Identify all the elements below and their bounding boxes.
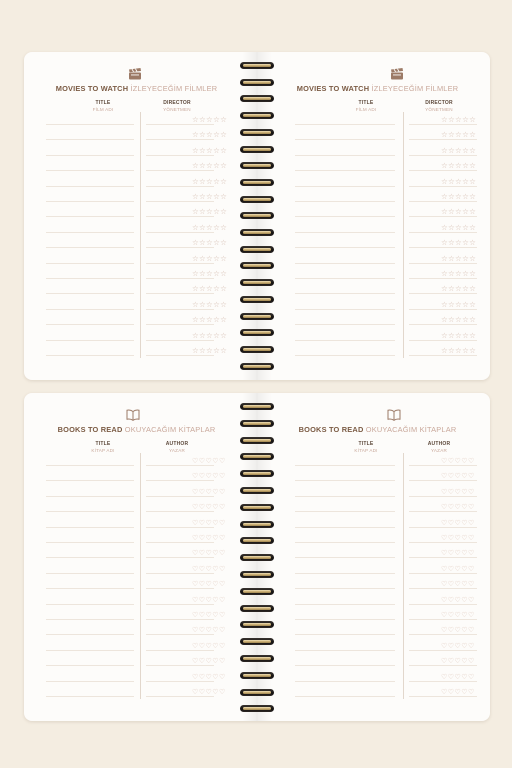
second-column-entry-line[interactable] (146, 293, 214, 294)
second-column-entry-line[interactable] (146, 573, 214, 574)
title-entry-line[interactable] (295, 216, 395, 217)
second-column-entry-line[interactable] (146, 619, 214, 620)
title-entry-line[interactable] (46, 650, 134, 651)
second-column-entry-line[interactable] (146, 247, 214, 248)
second-column-entry-line[interactable] (146, 155, 214, 156)
column-header-director (144, 100, 210, 112)
star-rating-icons[interactable]: ☆☆☆☆☆ (192, 115, 228, 124)
title-entry-line[interactable] (46, 465, 134, 466)
heart-rating-icons[interactable]: ♡♡♡♡♡ (441, 548, 475, 558)
title-entry-line[interactable] (46, 681, 134, 682)
title-entry-line[interactable] (46, 324, 134, 325)
spiral-coil-ring (240, 262, 274, 269)
title-entry-line[interactable] (295, 573, 395, 574)
heart-rating-icons[interactable]: ♡♡♡♡♡ (192, 533, 226, 542)
second-column-entry-line[interactable] (146, 604, 214, 605)
spiral-coil-ring (240, 504, 274, 511)
column-header-director (406, 100, 472, 112)
second-column-entry-line[interactable] (409, 170, 477, 171)
title-entry-line[interactable] (295, 511, 395, 512)
column-divider (403, 453, 404, 699)
second-column-entry-line[interactable] (146, 232, 214, 233)
title-entry-line[interactable] (46, 170, 134, 171)
heart-rating-icons[interactable]: ♡♡♡♡♡ (441, 502, 475, 512)
title-entry-line[interactable] (46, 139, 134, 140)
spiral-coil-ring (240, 246, 274, 253)
column-label: DIRECTOR (425, 100, 453, 106)
second-column-entry-line[interactable] (146, 340, 214, 341)
heart-rating-icons[interactable]: ♡♡♡♡♡ (192, 471, 226, 481)
star-rating-icons[interactable]: ☆☆☆☆☆ (441, 145, 477, 155)
second-column-entry-line[interactable] (409, 293, 477, 294)
title-entry-line[interactable] (295, 201, 395, 202)
second-column-entry-line[interactable] (409, 619, 477, 620)
heart-rating-icons[interactable]: ♡♡♡♡♡ (192, 486, 226, 496)
title-entry-line[interactable] (46, 619, 134, 620)
title-entry-line[interactable] (295, 139, 395, 140)
star-rating-icons[interactable]: ☆☆☆☆☆ (192, 299, 228, 309)
page-title (265, 425, 490, 434)
second-column-entry-line[interactable] (409, 278, 477, 279)
heart-rating-icons[interactable]: ♡♡♡♡♡ (192, 456, 226, 465)
column-header-author (406, 441, 472, 453)
page-title-turkish: OKUYACAĞIM KİTAPLAR (365, 425, 457, 434)
star-rating-icons[interactable]: ☆☆☆☆☆ (192, 315, 228, 325)
title-entry-line[interactable] (46, 263, 134, 264)
title-entry-line[interactable] (46, 186, 134, 187)
second-column-entry-line[interactable] (146, 496, 214, 497)
spiral-coil-ring (240, 689, 274, 696)
second-column-entry-line[interactable] (409, 247, 477, 248)
title-entry-line[interactable] (46, 247, 134, 248)
page-title-turkish: OKUYACAĞIM KİTAPLAR (124, 425, 216, 434)
heart-rating-icons[interactable]: ♡♡♡♡♡ (441, 517, 475, 527)
star-rating-icons[interactable]: ☆☆☆☆☆ (441, 269, 477, 278)
star-rating-icons[interactable]: ☆☆☆☆☆ (192, 161, 228, 171)
heart-rating-icons[interactable]: ♡♡♡♡♡ (441, 486, 475, 496)
page-title-turkish: İZLEYECEĞİM FİLMLER (130, 84, 218, 93)
page-title-english: MOVIES TO WATCH (55, 84, 129, 93)
title-entry-line[interactable] (46, 604, 134, 605)
page-title (24, 425, 249, 434)
title-entry-line[interactable] (295, 496, 395, 497)
title-entry-line[interactable] (46, 665, 134, 666)
page-title-english: BOOKS TO READ (57, 425, 123, 434)
column-label: DIRECTOR (163, 100, 191, 106)
second-column-entry-line[interactable] (146, 309, 214, 310)
second-column-entry-line[interactable] (146, 465, 214, 466)
column-sublabel: YAZAR (169, 448, 185, 453)
heart-rating-icons[interactable]: ♡♡♡♡♡ (192, 594, 226, 604)
second-column-entry-line[interactable] (146, 557, 214, 558)
second-column-entry-line[interactable] (409, 696, 477, 697)
column-sublabel: YÖNETMEN (425, 107, 453, 112)
spiral-coil-ring (240, 672, 274, 679)
second-column-entry-line[interactable] (409, 139, 477, 140)
spiral-coil-ring (240, 621, 274, 628)
title-entry-line[interactable] (46, 527, 134, 528)
second-column-entry-line[interactable] (146, 186, 214, 187)
star-rating-icons[interactable]: ☆☆☆☆☆ (441, 161, 477, 171)
second-column-entry-line[interactable] (409, 340, 477, 341)
column-header-title (70, 441, 136, 453)
title-entry-line[interactable] (46, 293, 134, 294)
title-entry-line[interactable] (295, 263, 395, 264)
spiral-coil-ring (240, 95, 274, 102)
column-label: AUTHOR (427, 441, 451, 447)
star-rating-icons[interactable]: ☆☆☆☆☆ (441, 253, 477, 263)
spiral-coil-ring (240, 588, 274, 595)
spiral-coil-ring (240, 437, 274, 444)
second-column-entry-line[interactable] (409, 263, 477, 264)
heart-rating-icons[interactable]: ♡♡♡♡♡ (441, 640, 475, 650)
spiral-coil-ring (240, 162, 274, 169)
spiral-coil-ring (240, 62, 274, 69)
title-entry-line[interactable] (46, 278, 134, 279)
spiral-coil-ring (240, 487, 274, 494)
spiral-coil-ring (240, 296, 274, 303)
title-entry-line[interactable] (46, 124, 134, 125)
second-column-entry-line[interactable] (409, 650, 477, 651)
title-entry-line[interactable] (295, 278, 395, 279)
spiral-coil-ring (240, 453, 274, 460)
second-column-entry-line[interactable] (409, 324, 477, 325)
second-column-entry-line[interactable] (409, 124, 477, 125)
column-sublabel: KİTAP ADI (91, 448, 115, 453)
spiral-coil-ring (240, 196, 274, 203)
title-entry-line[interactable] (46, 216, 134, 217)
heart-rating-icons[interactable]: ♡♡♡♡♡ (441, 625, 475, 635)
second-column-entry-line[interactable] (409, 155, 477, 156)
title-entry-line[interactable] (295, 588, 395, 589)
column-sublabel: YÖNETMEN (163, 107, 191, 112)
star-rating-icons[interactable]: ☆☆☆☆☆ (441, 330, 477, 340)
second-column-entry-line[interactable] (409, 309, 477, 310)
column-label: AUTHOR (165, 441, 189, 447)
second-column-entry-line[interactable] (146, 665, 214, 666)
heart-rating-icons[interactable]: ♡♡♡♡♡ (441, 456, 475, 465)
title-entry-line[interactable] (295, 247, 395, 248)
title-entry-line[interactable] (295, 604, 395, 605)
spiral-coil-ring (240, 470, 274, 477)
star-rating-icons[interactable]: ☆☆☆☆☆ (441, 315, 477, 325)
column-header-author (144, 441, 210, 453)
star-rating-icons[interactable]: ☆☆☆☆☆ (441, 238, 477, 248)
spiral-coil-ring (240, 605, 274, 612)
title-entry-line[interactable] (295, 542, 395, 543)
heart-rating-icons[interactable]: ♡♡♡♡♡ (441, 471, 475, 481)
title-entry-line[interactable] (46, 201, 134, 202)
second-column-entry-line[interactable] (146, 139, 214, 140)
heart-rating-icons[interactable]: ♡♡♡♡♡ (441, 656, 475, 666)
star-rating-icons[interactable]: ☆☆☆☆☆ (192, 222, 228, 232)
second-column-entry-line[interactable] (146, 170, 214, 171)
heart-rating-icons[interactable]: ♡♡♡♡♡ (441, 610, 475, 619)
title-entry-line[interactable] (295, 634, 395, 635)
star-rating-icons[interactable]: ☆☆☆☆☆ (192, 238, 228, 248)
spiral-coil-ring (240, 571, 274, 578)
heart-rating-icons[interactable]: ♡♡♡♡♡ (192, 548, 226, 558)
open-book-icon (126, 409, 140, 421)
star-rating-icons[interactable]: ☆☆☆☆☆ (441, 176, 477, 186)
second-column-entry-line[interactable] (146, 216, 214, 217)
star-rating-icons[interactable]: ☆☆☆☆☆ (192, 346, 228, 355)
spiral-coil-ring (240, 403, 274, 410)
spiral-coil-ring (240, 537, 274, 544)
title-entry-line[interactable] (46, 542, 134, 543)
heart-rating-icons[interactable]: ♡♡♡♡♡ (192, 579, 226, 589)
star-rating-icons[interactable]: ☆☆☆☆☆ (441, 222, 477, 232)
star-rating-icons[interactable]: ☆☆☆☆☆ (441, 299, 477, 309)
movies-right-page (265, 52, 490, 380)
second-column-entry-line[interactable] (146, 588, 214, 589)
spiral-coil-ring (240, 146, 274, 153)
heart-rating-icons[interactable]: ♡♡♡♡♡ (192, 517, 226, 527)
title-entry-line[interactable] (46, 480, 134, 481)
heart-rating-icons[interactable]: ♡♡♡♡♡ (441, 579, 475, 589)
heart-rating-icons[interactable]: ♡♡♡♡♡ (192, 563, 226, 573)
film-clapper-icon (390, 68, 404, 80)
star-rating-icons[interactable]: ☆☆☆☆☆ (441, 207, 477, 217)
star-rating-icons[interactable]: ☆☆☆☆☆ (192, 130, 228, 140)
title-entry-line[interactable] (295, 480, 395, 481)
title-entry-line[interactable] (46, 496, 134, 497)
column-label: TITLE (358, 100, 374, 106)
second-column-entry-line[interactable] (409, 186, 477, 187)
title-entry-line[interactable] (295, 465, 395, 466)
spiral-coil-ring (240, 212, 274, 219)
second-column-entry-line[interactable] (409, 634, 477, 635)
title-entry-line[interactable] (295, 557, 395, 558)
heart-rating-icons[interactable]: ♡♡♡♡♡ (441, 533, 475, 542)
heart-rating-icons[interactable]: ♡♡♡♡♡ (192, 625, 226, 635)
second-column-entry-line[interactable] (146, 480, 214, 481)
second-column-entry-line[interactable] (146, 634, 214, 635)
column-sublabel: FİLM ADI (355, 107, 377, 112)
heart-rating-icons[interactable]: ♡♡♡♡♡ (192, 502, 226, 512)
heart-rating-icons[interactable]: ♡♡♡♡♡ (192, 687, 226, 696)
second-column-entry-line[interactable] (409, 496, 477, 497)
title-entry-line[interactable] (295, 665, 395, 666)
spiral-coil-ring (240, 79, 274, 86)
second-column-entry-line[interactable] (409, 355, 477, 356)
column-header-title (333, 100, 399, 112)
title-entry-line[interactable] (46, 557, 134, 558)
star-rating-icons[interactable]: ☆☆☆☆☆ (441, 130, 477, 140)
title-entry-line[interactable] (295, 170, 395, 171)
open-book-icon (387, 409, 401, 421)
title-entry-line[interactable] (295, 340, 395, 341)
star-rating-icons[interactable]: ☆☆☆☆☆ (192, 253, 228, 263)
page-title-english: MOVIES TO WATCH (296, 84, 370, 93)
second-column-entry-line[interactable] (409, 201, 477, 202)
second-column-entry-line[interactable] (146, 696, 214, 697)
second-column-entry-line[interactable] (409, 480, 477, 481)
star-rating-icons[interactable]: ☆☆☆☆☆ (192, 207, 228, 217)
second-column-entry-line[interactable] (409, 232, 477, 233)
heart-rating-icons[interactable]: ♡♡♡♡♡ (192, 610, 226, 619)
page-title-english: BOOKS TO READ (298, 425, 364, 434)
spiral-coil-ring (240, 229, 274, 236)
title-entry-line[interactable] (46, 634, 134, 635)
title-entry-line[interactable] (295, 186, 395, 187)
star-rating-icons[interactable]: ☆☆☆☆☆ (192, 145, 228, 155)
heart-rating-icons[interactable]: ♡♡♡♡♡ (192, 656, 226, 666)
heart-rating-icons[interactable]: ♡♡♡♡♡ (192, 640, 226, 650)
second-column-entry-line[interactable] (409, 216, 477, 217)
column-divider (140, 453, 141, 699)
spiral-coil-ring (240, 279, 274, 286)
title-entry-line[interactable] (46, 355, 134, 356)
second-column-entry-line[interactable] (409, 573, 477, 574)
star-rating-icons[interactable]: ☆☆☆☆☆ (441, 115, 477, 124)
second-column-entry-line[interactable] (146, 681, 214, 682)
title-entry-line[interactable] (46, 573, 134, 574)
page-title (24, 84, 249, 93)
title-entry-line[interactable] (295, 324, 395, 325)
second-column-entry-line[interactable] (146, 278, 214, 279)
spiral-coil-ring (240, 705, 274, 712)
spiral-coil-ring (240, 346, 274, 353)
column-sublabel: KİTAP ADI (354, 448, 378, 453)
title-entry-line[interactable] (46, 232, 134, 233)
title-entry-line[interactable] (46, 511, 134, 512)
title-entry-line[interactable] (295, 293, 395, 294)
second-column-entry-line[interactable] (146, 263, 214, 264)
second-column-entry-line[interactable] (146, 542, 214, 543)
column-label: TITLE (95, 100, 111, 106)
spiral-coil-ring (240, 112, 274, 119)
second-column-entry-line[interactable] (146, 527, 214, 528)
star-rating-icons[interactable]: ☆☆☆☆☆ (192, 330, 228, 340)
column-divider (403, 112, 404, 358)
second-column-entry-line[interactable] (409, 588, 477, 589)
title-entry-line[interactable] (295, 527, 395, 528)
column-header-title (70, 100, 136, 112)
books-left-page (24, 393, 249, 721)
title-entry-line[interactable] (295, 232, 395, 233)
title-entry-line[interactable] (46, 309, 134, 310)
title-entry-line[interactable] (295, 696, 395, 697)
column-sublabel: FİLM ADI (92, 107, 114, 112)
second-column-entry-line[interactable] (146, 201, 214, 202)
spiral-coil-ring (240, 521, 274, 528)
spiral-coil-ring (240, 313, 274, 320)
title-entry-line[interactable] (295, 355, 395, 356)
second-column-entry-line[interactable] (409, 542, 477, 543)
second-column-entry-line[interactable] (409, 681, 477, 682)
title-entry-line[interactable] (295, 681, 395, 682)
movies-left-page (24, 52, 249, 380)
column-label: TITLE (95, 441, 111, 447)
second-column-entry-line[interactable] (146, 324, 214, 325)
star-rating-icons[interactable]: ☆☆☆☆☆ (192, 192, 228, 201)
heart-rating-icons[interactable]: ♡♡♡♡♡ (441, 594, 475, 604)
title-entry-line[interactable] (295, 619, 395, 620)
film-clapper-icon (128, 68, 142, 80)
spiral-coil-ring (240, 179, 274, 186)
page-title-turkish: İZLEYECEĞİM FİLMLER (371, 84, 459, 93)
title-entry-line[interactable] (295, 124, 395, 125)
spiral-coil-ring (240, 329, 274, 336)
star-rating-icons[interactable]: ☆☆☆☆☆ (192, 284, 228, 294)
page-title (265, 84, 490, 93)
title-entry-line[interactable] (46, 155, 134, 156)
title-entry-line[interactable] (46, 696, 134, 697)
star-rating-icons[interactable]: ☆☆☆☆☆ (441, 284, 477, 294)
heart-rating-icons[interactable]: ♡♡♡♡♡ (192, 671, 226, 681)
column-header-title (333, 441, 399, 453)
spiral-coil-ring (240, 363, 274, 370)
second-column-entry-line[interactable] (409, 465, 477, 466)
title-entry-line[interactable] (46, 340, 134, 341)
spiral-coil-ring (240, 655, 274, 662)
title-entry-line[interactable] (295, 155, 395, 156)
title-entry-line[interactable] (46, 588, 134, 589)
second-column-entry-line[interactable] (146, 124, 214, 125)
second-column-entry-line[interactable] (409, 527, 477, 528)
star-rating-icons[interactable]: ☆☆☆☆☆ (192, 269, 228, 278)
books-right-page (265, 393, 490, 721)
spiral-coil-ring (240, 554, 274, 561)
column-sublabel: YAZAR (431, 448, 447, 453)
second-column-entry-line[interactable] (409, 557, 477, 558)
second-column-entry-line[interactable] (146, 511, 214, 512)
second-column-entry-line[interactable] (409, 665, 477, 666)
spiral-coil-ring (240, 129, 274, 136)
star-rating-icons[interactable]: ☆☆☆☆☆ (441, 192, 477, 201)
second-column-entry-line[interactable] (409, 604, 477, 605)
star-rating-icons[interactable]: ☆☆☆☆☆ (192, 176, 228, 186)
second-column-entry-line[interactable] (146, 650, 214, 651)
column-divider (140, 112, 141, 358)
star-rating-icons[interactable]: ☆☆☆☆☆ (441, 346, 477, 355)
second-column-entry-line[interactable] (146, 355, 214, 356)
title-entry-line[interactable] (295, 650, 395, 651)
title-entry-line[interactable] (295, 309, 395, 310)
second-column-entry-line[interactable] (409, 511, 477, 512)
spiral-coil-ring (240, 420, 274, 427)
heart-rating-icons[interactable]: ♡♡♡♡♡ (441, 563, 475, 573)
heart-rating-icons[interactable]: ♡♡♡♡♡ (441, 687, 475, 696)
heart-rating-icons[interactable]: ♡♡♡♡♡ (441, 671, 475, 681)
column-label: TITLE (358, 441, 374, 447)
spiral-coil-ring (240, 638, 274, 645)
